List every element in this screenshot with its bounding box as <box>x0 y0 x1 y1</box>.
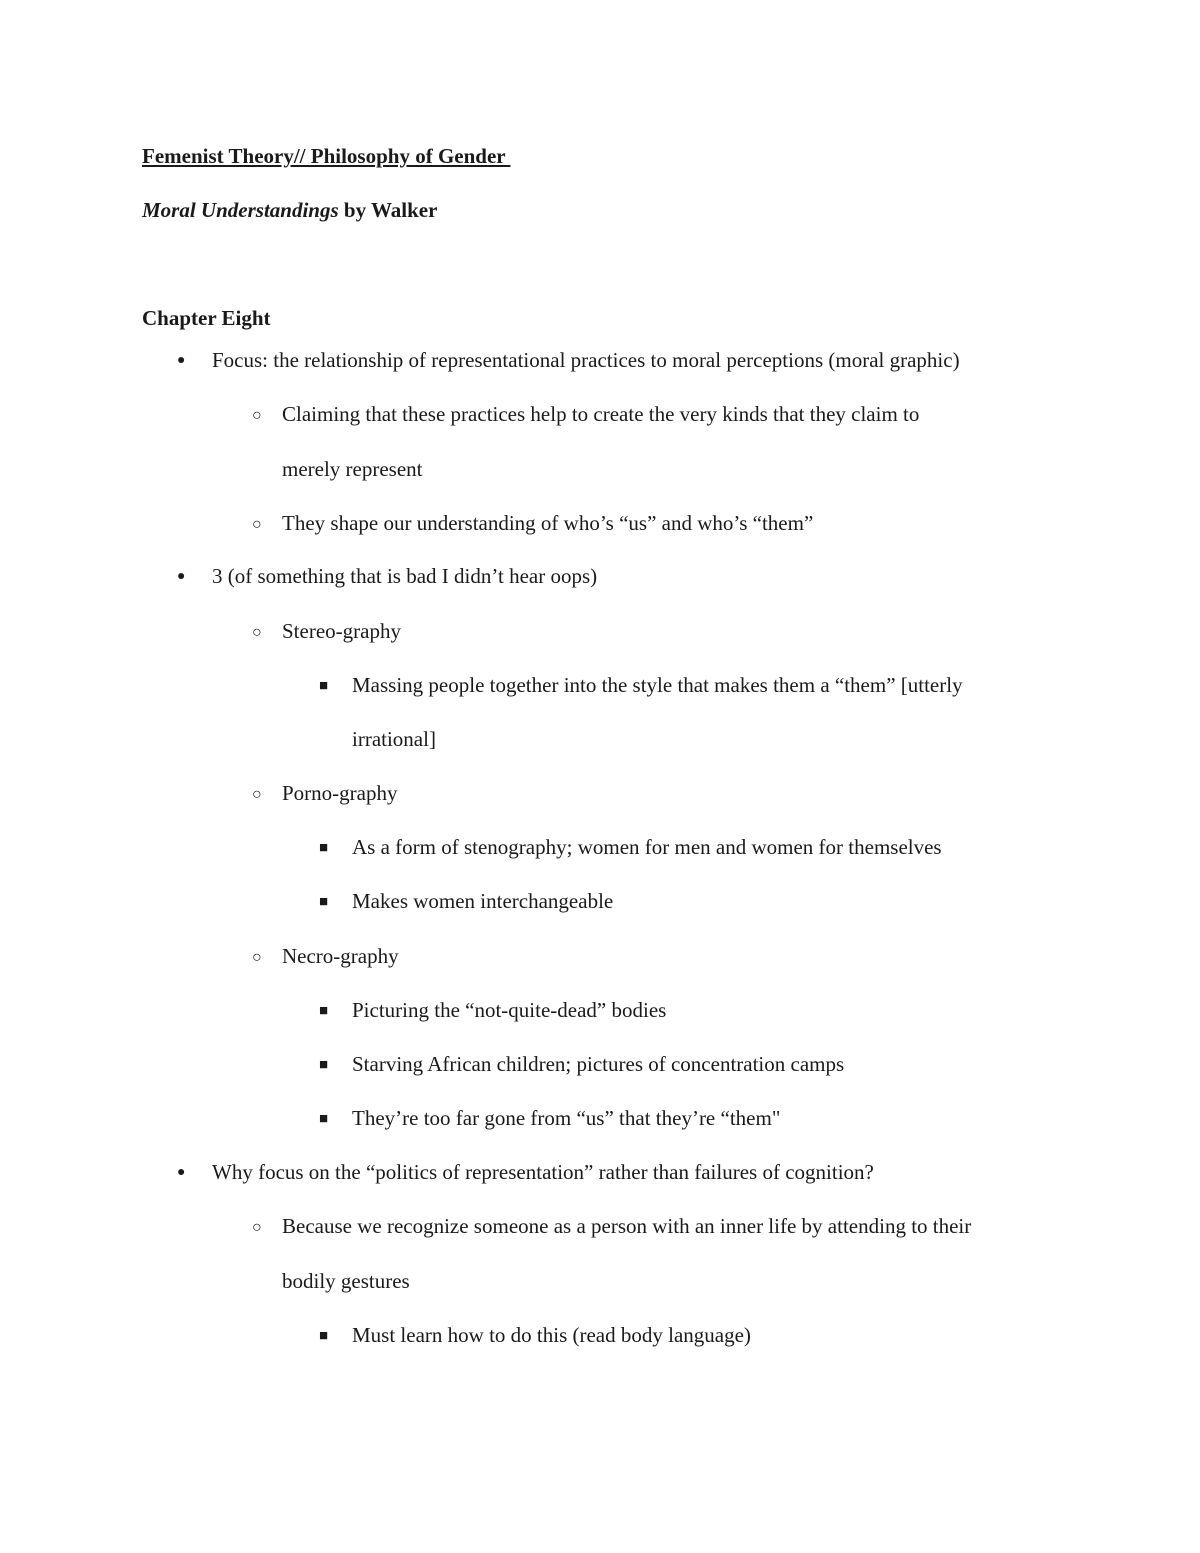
hollow-circle-bullet-icon: ○ <box>252 516 262 533</box>
chapter-heading: Chapter Eight <box>142 306 271 330</box>
outline-item-text: Focus: the relationship of representational practices to moral perceptions (moral graphic) <box>212 348 960 372</box>
book-title: Moral Understandings <box>142 198 339 222</box>
document-title: Femenist Theory// Philosophy of Gender <box>142 144 511 168</box>
square-bullet-icon: ■ <box>319 678 329 694</box>
outline-item-text: Massing people together into the style that makes them a “them” [utterly <box>352 673 963 697</box>
outline-item-level-3 <box>319 835 942 860</box>
outline-item-level-3 <box>352 727 436 752</box>
outline-item-text: They’re too far gone from “us” that they’re “them" <box>352 1106 781 1130</box>
square-bullet-icon: ■ <box>319 1057 329 1073</box>
hollow-circle-bullet-icon: ○ <box>252 786 262 803</box>
outline-item-text: irrational] <box>352 727 436 751</box>
hollow-circle-bullet-icon: ○ <box>252 624 262 641</box>
outline-item-level-2 <box>252 1214 972 1239</box>
hollow-circle-bullet-icon: ○ <box>252 407 262 424</box>
hollow-circle-bullet-icon: ○ <box>252 949 262 966</box>
outline-item-text: merely represent <box>282 457 423 481</box>
hollow-circle-bullet-icon: ○ <box>252 1219 262 1236</box>
outline-item-text: Porno-graphy <box>282 781 398 805</box>
outline-item-level-3 <box>319 1052 845 1077</box>
outline-item-level-3 <box>319 998 667 1023</box>
square-bullet-icon: ■ <box>319 1003 329 1019</box>
outline-item-level-2 <box>252 781 398 806</box>
outline-item-level-2 <box>252 619 401 644</box>
outline-item-level-2 <box>252 944 399 969</box>
outline-item-text: bodily gestures <box>282 1269 410 1293</box>
document-subtitle <box>142 198 437 223</box>
outline-item-text: They shape our understanding of who’s “us” and who’s “them” <box>282 511 814 535</box>
square-bullet-icon: ■ <box>319 1328 329 1344</box>
outline-item-level-3 <box>319 889 614 914</box>
outline-item-level-1 <box>177 1160 874 1185</box>
outline-item-level-2 <box>282 457 423 482</box>
outline-item-text: Picturing the “not-quite-dead” bodies <box>352 998 667 1022</box>
outline-item-text: Because we recognize someone as a person with an inner life by attending to their <box>282 1214 972 1238</box>
square-bullet-icon: ■ <box>319 1111 329 1127</box>
outline-item-level-1 <box>177 348 960 373</box>
outline-item-text: Why focus on the “politics of representation” rather than failures of cognition? <box>212 1160 874 1184</box>
outline-item-text: As a form of stenography; women for men and women for themselves <box>352 835 942 859</box>
outline-item-text: Necro-graphy <box>282 944 399 968</box>
filled-circle-bullet-icon: ● <box>177 1165 186 1180</box>
book-author: by Walker <box>338 198 438 222</box>
outline-item-level-3 <box>319 1106 781 1131</box>
outline-item-text: Must learn how to do this (read body language) <box>352 1323 751 1347</box>
outline-item-text: Starving African children; pictures of concentration camps <box>352 1052 845 1076</box>
outline-item-text: Stereo-graphy <box>282 619 401 643</box>
outline-item-text: Claiming that these practices help to create the very kinds that they claim to <box>282 402 920 426</box>
outline-item-level-1 <box>177 564 598 589</box>
outline-item-level-2 <box>282 1269 410 1294</box>
outline-item-text: Makes women interchangeable <box>352 889 614 913</box>
outline-item-level-3 <box>319 673 963 698</box>
square-bullet-icon: ■ <box>319 894 329 910</box>
filled-circle-bullet-icon: ● <box>177 569 186 584</box>
filled-circle-bullet-icon: ● <box>177 353 186 368</box>
outline-item-level-2 <box>252 402 920 427</box>
outline-item-text: 3 (of something that is bad I didn’t hear oops) <box>212 564 598 588</box>
square-bullet-icon: ■ <box>319 840 329 856</box>
outline-item-level-2 <box>252 511 814 536</box>
outline-item-level-3 <box>319 1323 751 1348</box>
